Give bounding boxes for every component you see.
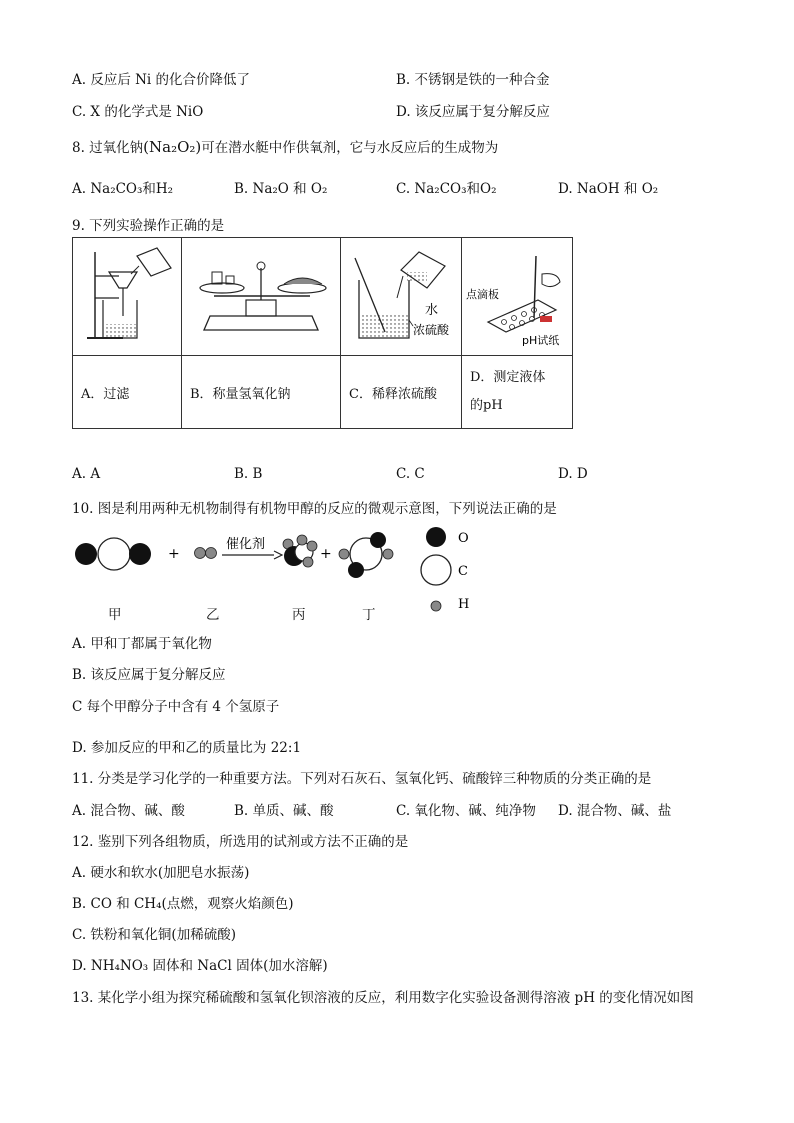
q9-caption-d bbox=[462, 356, 573, 429]
plus-sign-2: + bbox=[320, 546, 332, 562]
q9-option-a: A. A bbox=[72, 466, 101, 482]
molecule-ding bbox=[339, 532, 393, 578]
balance-figure bbox=[182, 238, 340, 351]
q13-stem: 13. 某化学小组为探究稀硫酸和氢氧化钡溶液的反应，利用数字化实验设备测得溶液 pH 的变化情况如图 bbox=[72, 990, 694, 1006]
q8-stem-before: 8. 过氧化钠 bbox=[72, 140, 144, 156]
q10-stem: 10. 图是利用两种无机物制得有机物甲醇的反应的微观示意图，下列说法正确的是 bbox=[72, 501, 557, 517]
q8-stem bbox=[72, 136, 498, 156]
q7-option-c: C. X 的化学式是 NiO bbox=[72, 104, 204, 120]
q9-option-d: D. D bbox=[558, 466, 588, 482]
q8-stem-formula: (Na₂O₂) bbox=[143, 138, 202, 156]
q9-figure-a-cell bbox=[73, 238, 182, 356]
molecule-yi bbox=[195, 548, 217, 559]
q9-caption-a: A．过滤 bbox=[73, 356, 182, 429]
label-spot-plate: 点滴板 bbox=[466, 288, 499, 301]
q8-stem-after: 可在潜水艇中作供氧剂，它与水反应后的生成物为 bbox=[201, 140, 499, 156]
molecule-jia bbox=[75, 538, 151, 570]
q7-option-d: D. 该反应属于复分解反应 bbox=[396, 104, 550, 120]
label-ph-paper: pH试纸 bbox=[522, 334, 560, 347]
q10-name-ding: 丁 bbox=[362, 607, 376, 623]
legend-h-label: H bbox=[458, 597, 470, 612]
q9-caption-b: B．称量氢氧化钠 bbox=[182, 356, 341, 429]
q12-option-b: B. CO 和 CH₄(点燃，观察火焰颜色) bbox=[72, 896, 294, 912]
q12-option-a: A. 硬水和软水(加肥皂水振荡) bbox=[72, 865, 250, 881]
q8-option-d: D. NaOH 和 O₂ bbox=[558, 181, 659, 197]
q9-option-b: B. B bbox=[234, 466, 263, 482]
legend-c-atom bbox=[421, 555, 451, 585]
q10-option-c: C 每个甲醇分子中含有 4 个氢原子 bbox=[72, 699, 280, 715]
q9-figure-d-cell bbox=[462, 238, 573, 356]
q10-name-bing: 丙 bbox=[292, 607, 306, 623]
q9-stem: 9. 下列实验操作正确的是 bbox=[72, 218, 225, 234]
q8-option-b: B. Na₂O 和 O₂ bbox=[234, 181, 328, 197]
catalyst-label: 催化剂 bbox=[226, 537, 266, 552]
q12-stem: 12. 鉴别下列各组物质，所选用的试剂或方法不正确的是 bbox=[72, 834, 409, 850]
q8-option-c: C. Na₂CO₃和O₂ bbox=[396, 181, 497, 197]
q9-experiment-table bbox=[72, 237, 573, 429]
q11-option-c: C. 氧化物、碱、纯净物 bbox=[396, 803, 536, 819]
q11-option-b: B. 单质、碱、酸 bbox=[234, 803, 334, 819]
filtration-apparatus-figure bbox=[73, 238, 181, 351]
q8-option-a: A. Na₂CO₃和H₂ bbox=[72, 181, 174, 197]
q10-name-yi: 乙 bbox=[206, 607, 220, 623]
ph-test-figure bbox=[462, 238, 572, 351]
legend-o-atom bbox=[426, 527, 446, 547]
legend-o-label: O bbox=[458, 531, 469, 546]
q10-name-jia: 甲 bbox=[108, 607, 122, 623]
q12-option-c: C. 铁粉和氧化铜(加稀硫酸) bbox=[72, 927, 236, 943]
q9-caption-d-line1: D．测定液体 bbox=[470, 370, 546, 385]
label-conc-acid: 浓硫酸 bbox=[413, 323, 450, 337]
dilution-figure bbox=[341, 238, 461, 351]
legend-c-label: C bbox=[458, 564, 468, 579]
q7-option-b: B. 不锈钢是铁的一种合金 bbox=[396, 72, 550, 88]
q11-stem: 11. 分类是学习化学的一种重要方法。下列对石灰石、氢氧化钙、硫酸锌三种物质的分类正确的是 bbox=[72, 771, 652, 787]
q11-option-d: D. 混合物、碱、盐 bbox=[558, 803, 672, 819]
q9-option-c: C. C bbox=[396, 466, 425, 482]
q7-option-a: A. 反应后 Ni 的化合价降低了 bbox=[72, 72, 251, 88]
q10-option-b: B. 该反应属于复分解反应 bbox=[72, 667, 226, 683]
q11-option-a: A. 混合物、碱、酸 bbox=[72, 803, 185, 819]
plus-sign-1: + bbox=[168, 546, 180, 562]
q9-caption-d-line2: 的pH bbox=[470, 398, 503, 413]
q10-option-a: A. 甲和丁都属于氧化物 bbox=[72, 636, 212, 652]
label-water: 水 bbox=[425, 303, 439, 318]
q9-figure-c-cell bbox=[341, 238, 462, 356]
legend-h-atom bbox=[431, 601, 441, 611]
q10-reaction-diagram bbox=[70, 524, 490, 624]
molecule-bing bbox=[283, 535, 317, 567]
q12-option-d: D. NH₄NO₃ 固体和 NaCl 固体(加水溶解) bbox=[72, 958, 328, 974]
q10-option-d: D. 参加反应的甲和乙的质量比为 22:1 bbox=[72, 740, 302, 756]
q9-figure-b-cell bbox=[182, 238, 341, 356]
q9-caption-c: C．稀释浓硫酸 bbox=[341, 356, 462, 429]
